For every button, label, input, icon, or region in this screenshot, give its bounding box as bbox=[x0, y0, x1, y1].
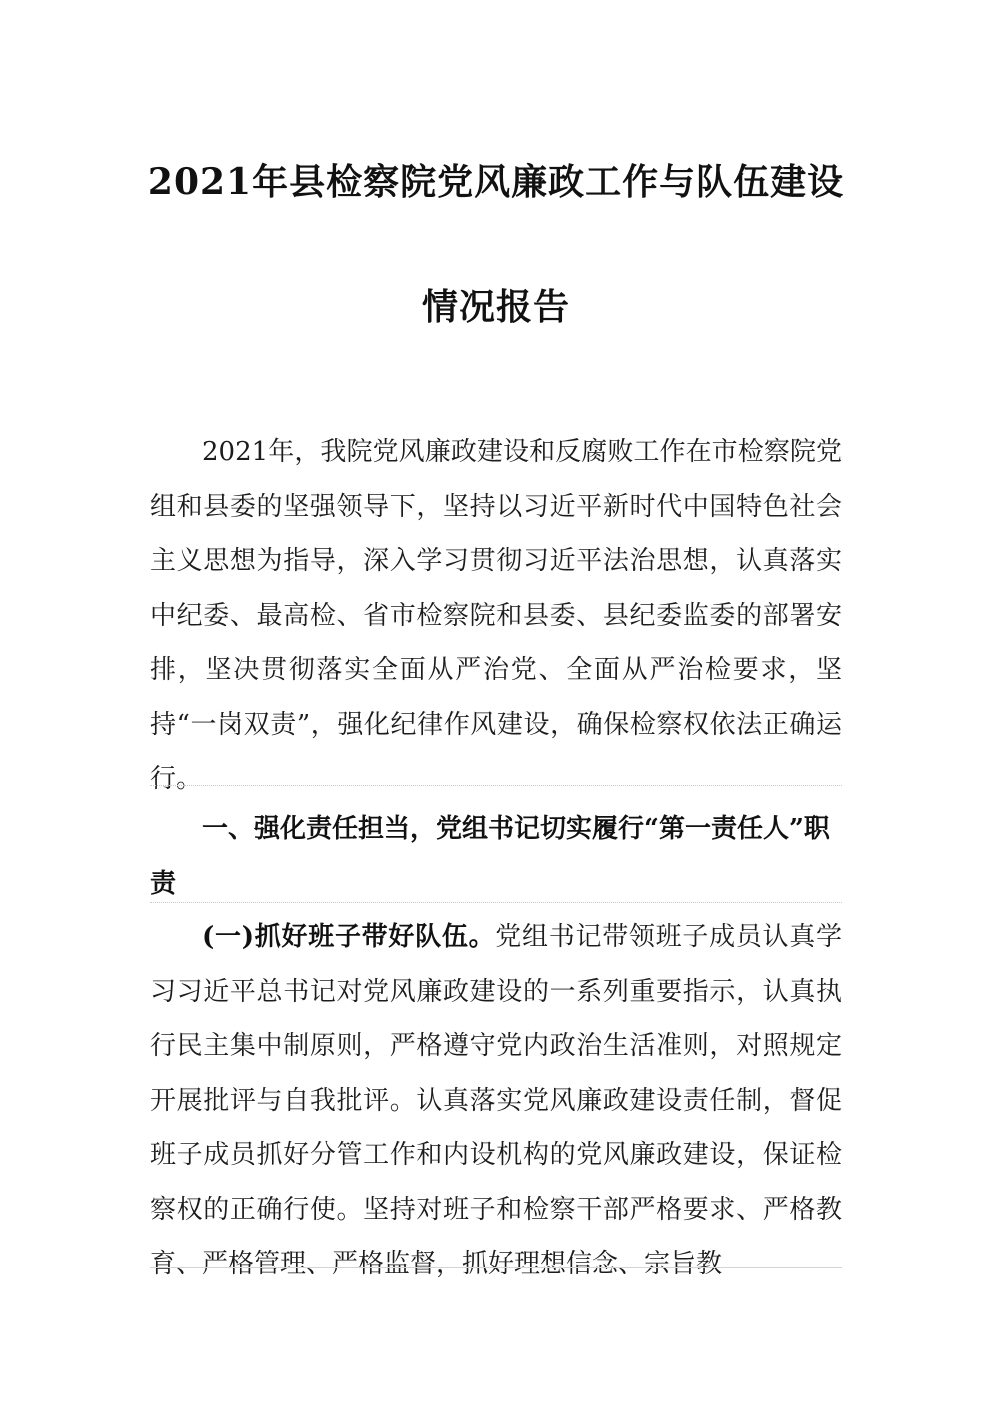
divider bbox=[150, 902, 842, 903]
page-bottom-rule bbox=[150, 1267, 842, 1268]
document-title-line-1: 2021年县检察院党风廉政工作与队伍建设 bbox=[147, 161, 845, 203]
document-title-line-2: 情况报告 bbox=[421, 286, 570, 328]
subsection-body: 党组书记带领班子成员认真学习习近平总书记对党风廉政建设的一系列重要指示，认真执行民主集中制原则，严格遵守党内政治生活准则，对照规定开展批评与自我批评。认真落实党风廉政建设责任制，督促班子成员抓好分管工作和内设机构的党风廉政建设，保证检察权的正确行使。坚持对班子和检察干部严格要求、严格教育、严格管理、严格监督，抓好理想信念、宗旨教 bbox=[150, 922, 842, 1279]
subsection-paragraph-1 bbox=[150, 910, 842, 1292]
subsection-lead: (一)抓好班子带好队伍。 bbox=[202, 922, 496, 952]
section-heading-1: 一、强化责任担当，党组书记切实履行“第一责任人”职责 bbox=[150, 814, 830, 899]
intro-paragraph: 2021年，我院党风廉政建设和反腐败工作在市检察院党组和县委的坚强领导下，坚持以习近平新时代中国特色社会主义思想为指导，深入学习贯彻习近平法治思想，认真落实中纪委、最高检、省市检察院和县委、县纪委监委的部署安排，坚决贯彻落实全面从严治党、全面从严治检要求，坚持“一岗双责”，强化纪律作风建设，确保检察权依法正确运行。 bbox=[150, 437, 842, 794]
divider bbox=[150, 785, 842, 786]
